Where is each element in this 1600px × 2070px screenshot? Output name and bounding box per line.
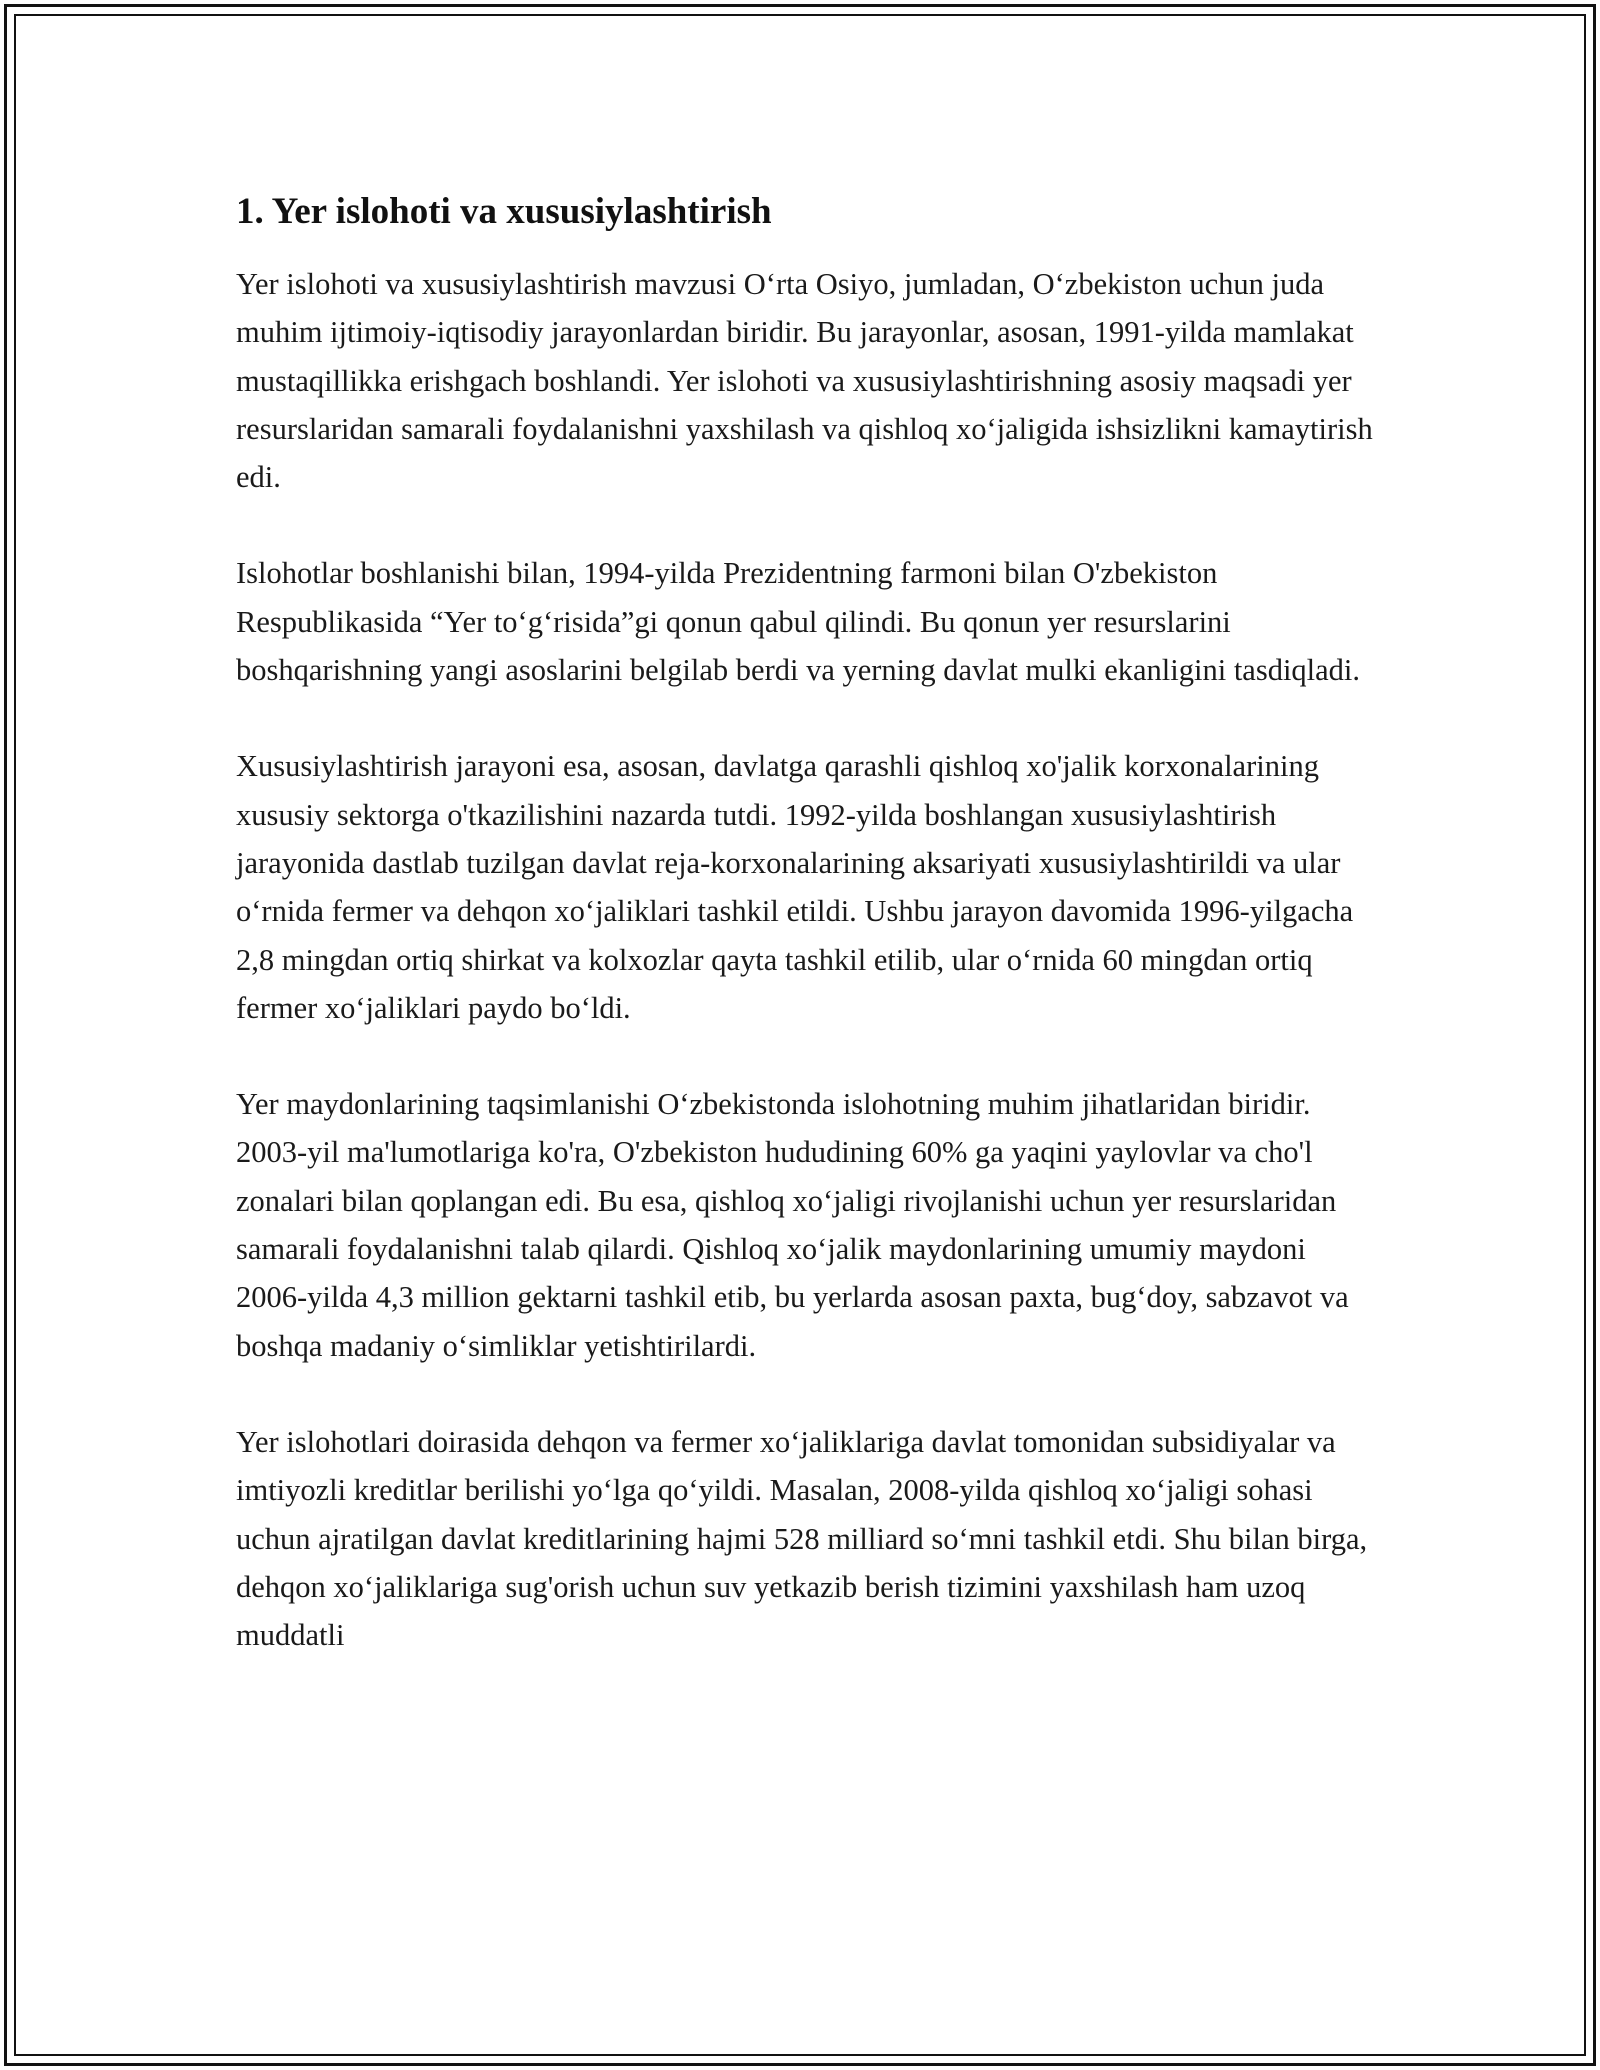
section-heading: 1. Yer islohoti va xususiylashtirish (236, 191, 772, 232)
paragraph-3: Xususiylashtirish jarayoni esa, asosan, davlatga qarashli qishloq xo'jalik korxonalarining xususiy sektorga o'tkazilishini nazarda tutdi. 1992-yilda boshlangan xususiylashtirish jarayonida dastlab tuzilgan davlat reja-korxonalarining aksariyati xususiylashtirildi va ular o‘rnida fermer va dehqon xo‘jaliklari tashkil etildi. Ushbu jarayon davomida 1996-yilgacha 2,8 mingdan ortiq shirkat va kolxozlar qayta tashkil etilib, ular o‘rnida 60 mingdan ortiq fermer xo‘jaliklari paydo bo‘ldi. (236, 749, 1354, 1025)
paragraph-2: Islohotlar boshlanishi bilan, 1994-yilda Prezidentning farmoni bilan O'zbekiston Respublikasida “Yer to‘g‘risida”gi qonun qabul qilindi. Bu qonun yer resurslarini boshqarishning yangi asoslarini belgilab berdi va yerning davlat mulki ekanligini tasdiqladi. (236, 556, 1361, 688)
paragraph-1: Yer islohoti va xususiylashtirish mavzusi O‘rta Osiyo, jumladan, O‘zbekiston uchun juda muhim ijtimoiy-iqtisodiy jarayonlardan biridir. Bu jarayonlar, asosan, 1991-yilda mamlakat mustaqillikka erishgach boshlandi. Yer islohoti va xususiylashtirishning asosiy maqsadi yer resurslaridan samarali foydalanishni yaxshilash va qishloq xo‘jaligida ishsizlikni kamaytirish edi. (236, 267, 1373, 495)
document-body (236, 188, 1382, 1707)
paragraph-4: Yer maydonlarining taqsimlanishi O‘zbekistonda islohotning muhim jihatlaridan biridir. 2003-yil ma'lumotlariga ko'ra, O'zbekiston hududining 60% ga yaqini yaylovlar va cho'l zonalari bilan qoplangan edi. Bu esa, qishloq xo‘jaligi rivojlanishi uchun yer resurslaridan samarali foydalanishni talab qilardi. Qishloq xo‘jalik maydonlarining umumiy maydoni 2006-yilda 4,3 million gektarni tashkil etib, bu yerlarda asosan paxta, bug‘doy, sabzavot va boshqa madaniy o‘simliklar yetishtirilardi. (236, 1087, 1349, 1363)
paragraph-5: Yer islohotlari doirasida dehqon va fermer xo‘jaliklariga davlat tomonidan subsidiyalar va imtiyozli kreditlar berilishi yo‘lga qo‘yildi. Masalan, 2008-yilda qishloq xo‘jaligi sohasi uchun ajratilgan davlat kreditlarining hajmi 528 milliard so‘mni tashkil etdi. Shu bilan birga, dehqon xo‘jaliklariga sug'orish uchun suv yetkazib berish tizimini yaxshilash ham uzoq muddatli (236, 1424, 1368, 1653)
